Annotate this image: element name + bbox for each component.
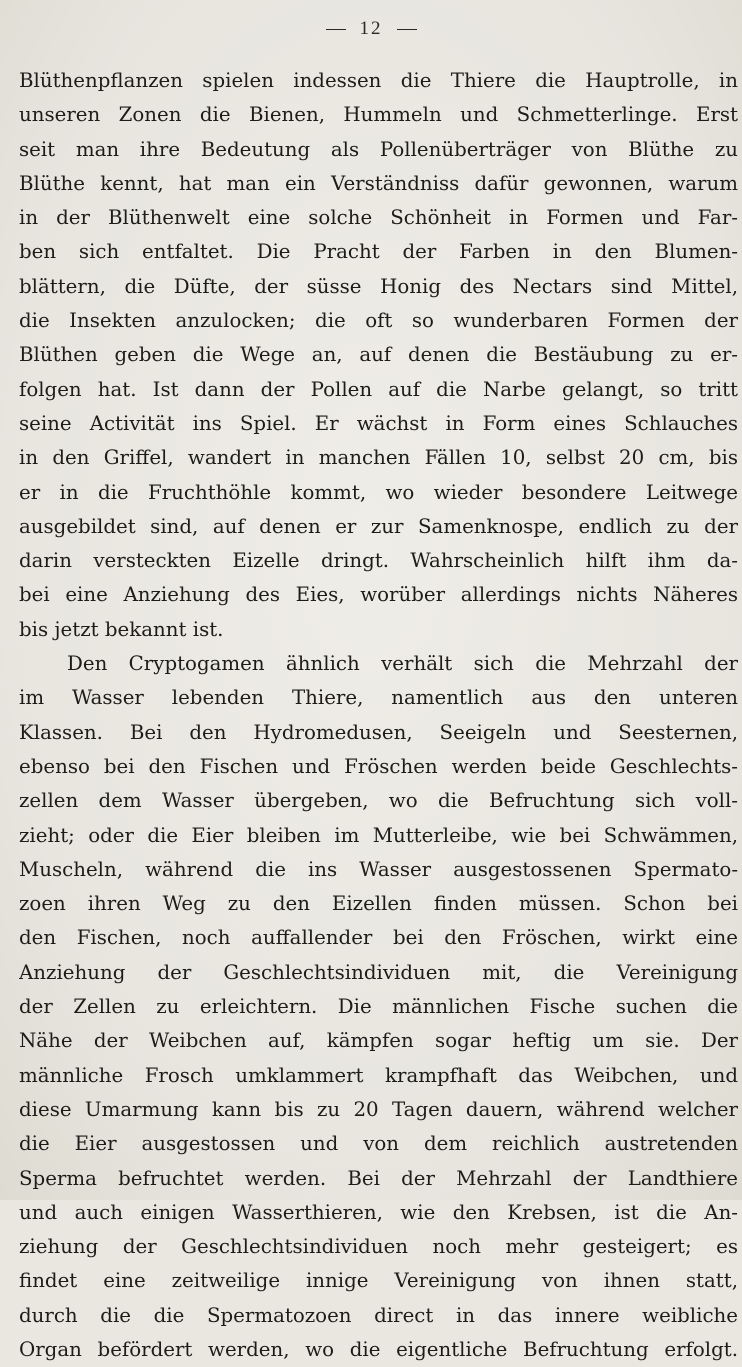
text-line: Blüthenpflanzen spielen indessen die Thiere die Hauptrolle, in <box>19 69 738 92</box>
text-line: durch die die Spermatozoen direct in das innere weibliche <box>19 1303 738 1327</box>
text-line: ausgebildet sind, auf denen er zur Samenknospe, endlich zu der <box>19 514 738 538</box>
text-line: Sperma befruchtet werden. Bei der Mehrzahl der Landthiere <box>19 1166 738 1190</box>
header-dash-right <box>397 29 417 30</box>
text-line: Muscheln, während die ins Wasser ausgestossenen Spermato- <box>19 857 738 881</box>
text-line: Anziehung der Geschlechtsindividuen mit, die Vereinigung <box>19 960 738 984</box>
text-line: im Wasser lebenden Thiere, namentlich aus den unteren <box>19 686 738 710</box>
text-line: Nähe der Weibchen auf, kämpfen sogar heftig um sie. Der <box>19 1029 738 1053</box>
text-line: und auch einigen Wasserthieren, wie den Krebsen, ist die An- <box>19 1200 738 1224</box>
text-line: unseren Zonen die Bienen, Hummeln und Schmetterlinge. Erst <box>19 103 738 127</box>
text-line: der Zellen zu erleichtern. Die männlichen Fische suchen die <box>19 995 738 1019</box>
text-line: bei eine Anziehung des Eies, worüber allerdings nichts Näheres <box>19 583 738 607</box>
paragraph-2 <box>19 647 738 1367</box>
text-line: Organ befördert werden, wo die eigentliche Befruchtung erfolgt. <box>19 1337 738 1361</box>
text-line: zellen dem Wasser übergeben, wo die Befruchtung sich voll- <box>19 789 738 813</box>
text-line: darin versteckten Eizelle dringt. Wahrscheinlich hilft ihm da- <box>19 549 738 573</box>
text-line: männliche Frosch umklammert krampfhaft das Weibchen, und <box>19 1063 738 1087</box>
text-line: zieht; oder die Eier bleiben im Mutterleibe, wie bei Schwämmen, <box>19 823 738 847</box>
text-line: blättern, die Düfte, der süsse Honig des Nectars sind Mittel, <box>19 274 738 298</box>
header-dash-left <box>326 29 346 30</box>
text-line: findet eine zeitweilige innige Vereinigung von ihnen statt, <box>19 1269 738 1293</box>
text-line: die Insekten anzulocken; die oft so wunderbaren Formen der <box>19 309 738 333</box>
text-line: in den Griffel, wandert in manchen Fällen 10, selbst 20 cm, bis <box>19 446 738 470</box>
page-header <box>0 18 742 40</box>
paragraph-1 <box>19 64 738 647</box>
page-number: 12 <box>359 18 383 39</box>
text-line: ebenso bei den Fischen und Fröschen werden beide Geschlechts- <box>19 754 738 778</box>
text-line: diese Umarmung kann bis zu 20 Tagen dauern, während welcher <box>19 1097 738 1121</box>
body-text <box>19 64 738 1367</box>
text-line: Blüthen geben die Wege an, auf denen die Bestäubung zu er- <box>19 343 738 367</box>
text-line: er in die Fruchthöhle kommt, wo wieder besondere Leitwege <box>19 480 738 504</box>
text-line: Den Cryptogamen ähnlich verhält sich die Mehrzahl der <box>67 652 738 676</box>
text-line: seine Activität ins Spiel. Er wächst in Form eines Schlauches <box>19 411 738 435</box>
text-line: bis jetzt bekannt ist. <box>19 617 224 641</box>
text-line: Blüthe kennt, hat man ein Verständniss dafür gewonnen, warum <box>19 171 738 195</box>
text-line: die Eier ausgestossen und von dem reichlich austretenden <box>19 1132 738 1156</box>
text-line: den Fischen, noch auffallender bei den Fröschen, wirkt eine <box>19 926 738 950</box>
text-line: in der Blüthenwelt eine solche Schönheit in Formen und Far- <box>19 206 738 230</box>
text-line: Klassen. Bei den Hydromedusen, Seeigeln und Seesternen, <box>19 720 738 744</box>
text-line: seit man ihre Bedeutung als Pollenüberträger von Blüthe zu <box>19 137 738 161</box>
text-line: zoen ihren Weg zu den Eizellen finden müssen. Schon bei <box>19 892 738 916</box>
text-line: ben sich entfaltet. Die Pracht der Farben in den Blumen- <box>19 240 738 264</box>
text-line: ziehung der Geschlechtsindividuen noch mehr gesteigert; es <box>19 1235 738 1259</box>
text-line: folgen hat. Ist dann der Pollen auf die Narbe gelangt, so tritt <box>19 377 738 401</box>
